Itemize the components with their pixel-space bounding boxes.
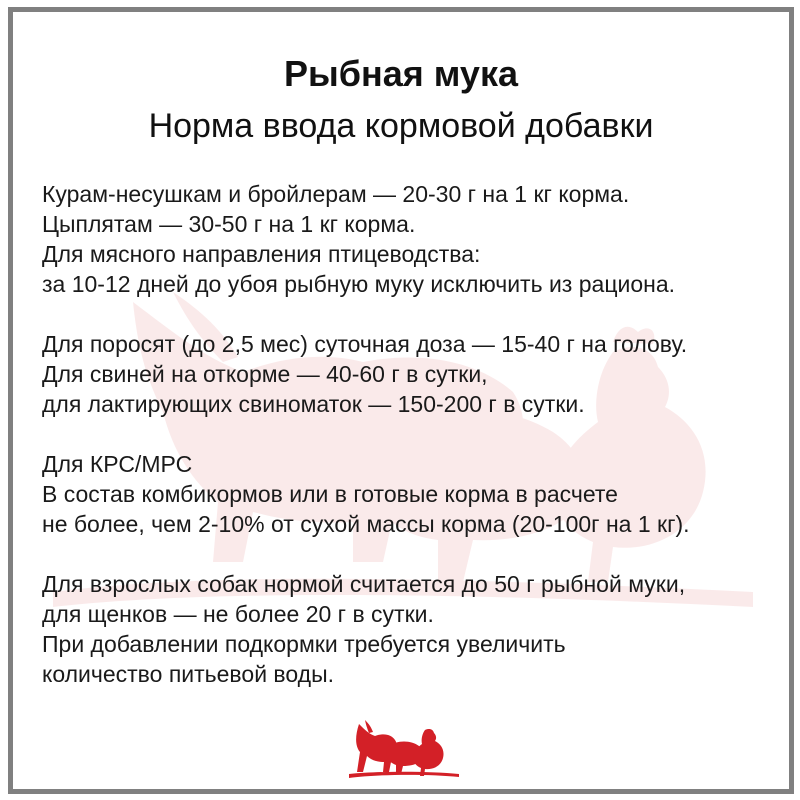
text-line: Для поросят (до 2,5 мес) суточная доза — 15-40 г на голову. bbox=[42, 331, 688, 357]
text-line: Для взрослых собак нормой считается до 50 г рыбной муки, bbox=[42, 571, 686, 597]
text-line: для лактирующих свиноматок — 150-200 г в сутки. bbox=[42, 391, 585, 417]
text-line: количество питьевой воды. bbox=[42, 661, 335, 687]
pigs-section bbox=[42, 329, 787, 419]
cattle-section bbox=[42, 449, 787, 539]
text-line: для щенков — не более 20 г в сутки. bbox=[42, 601, 434, 627]
text-line: Для мясного направления птицеводства: bbox=[42, 241, 481, 267]
text-line: за 10-12 дней до убоя рыбную муку исключить из рациона. bbox=[42, 271, 676, 297]
text-line: Для свиней на откорме — 40-60 г в сутки, bbox=[42, 361, 488, 387]
text-line: не более, чем 2-10% от сухой массы корма (20-100г на 1 кг). bbox=[42, 511, 690, 537]
dosage-text bbox=[42, 179, 787, 719]
page-title: Рыбная мука bbox=[284, 53, 518, 94]
page-subtitle: Норма ввода кормовой добавки bbox=[148, 107, 654, 145]
text-line: При добавлении подкормки требуется увеличить bbox=[42, 631, 566, 657]
poultry-section bbox=[42, 179, 787, 299]
text-line: Курам-несушкам и бройлерам — 20-30 г на 1 кг корма. bbox=[42, 181, 630, 207]
text-line: Цыплятам — 30-50 г на 1 кг корма. bbox=[42, 211, 416, 237]
content-card bbox=[8, 7, 794, 794]
text-line: В состав комбикормов или в готовые корма в расчете bbox=[42, 481, 618, 507]
dogs-section bbox=[42, 569, 787, 689]
farm-animals-logo-icon bbox=[349, 716, 459, 780]
text-line: Для КРС/МРС bbox=[42, 451, 193, 477]
